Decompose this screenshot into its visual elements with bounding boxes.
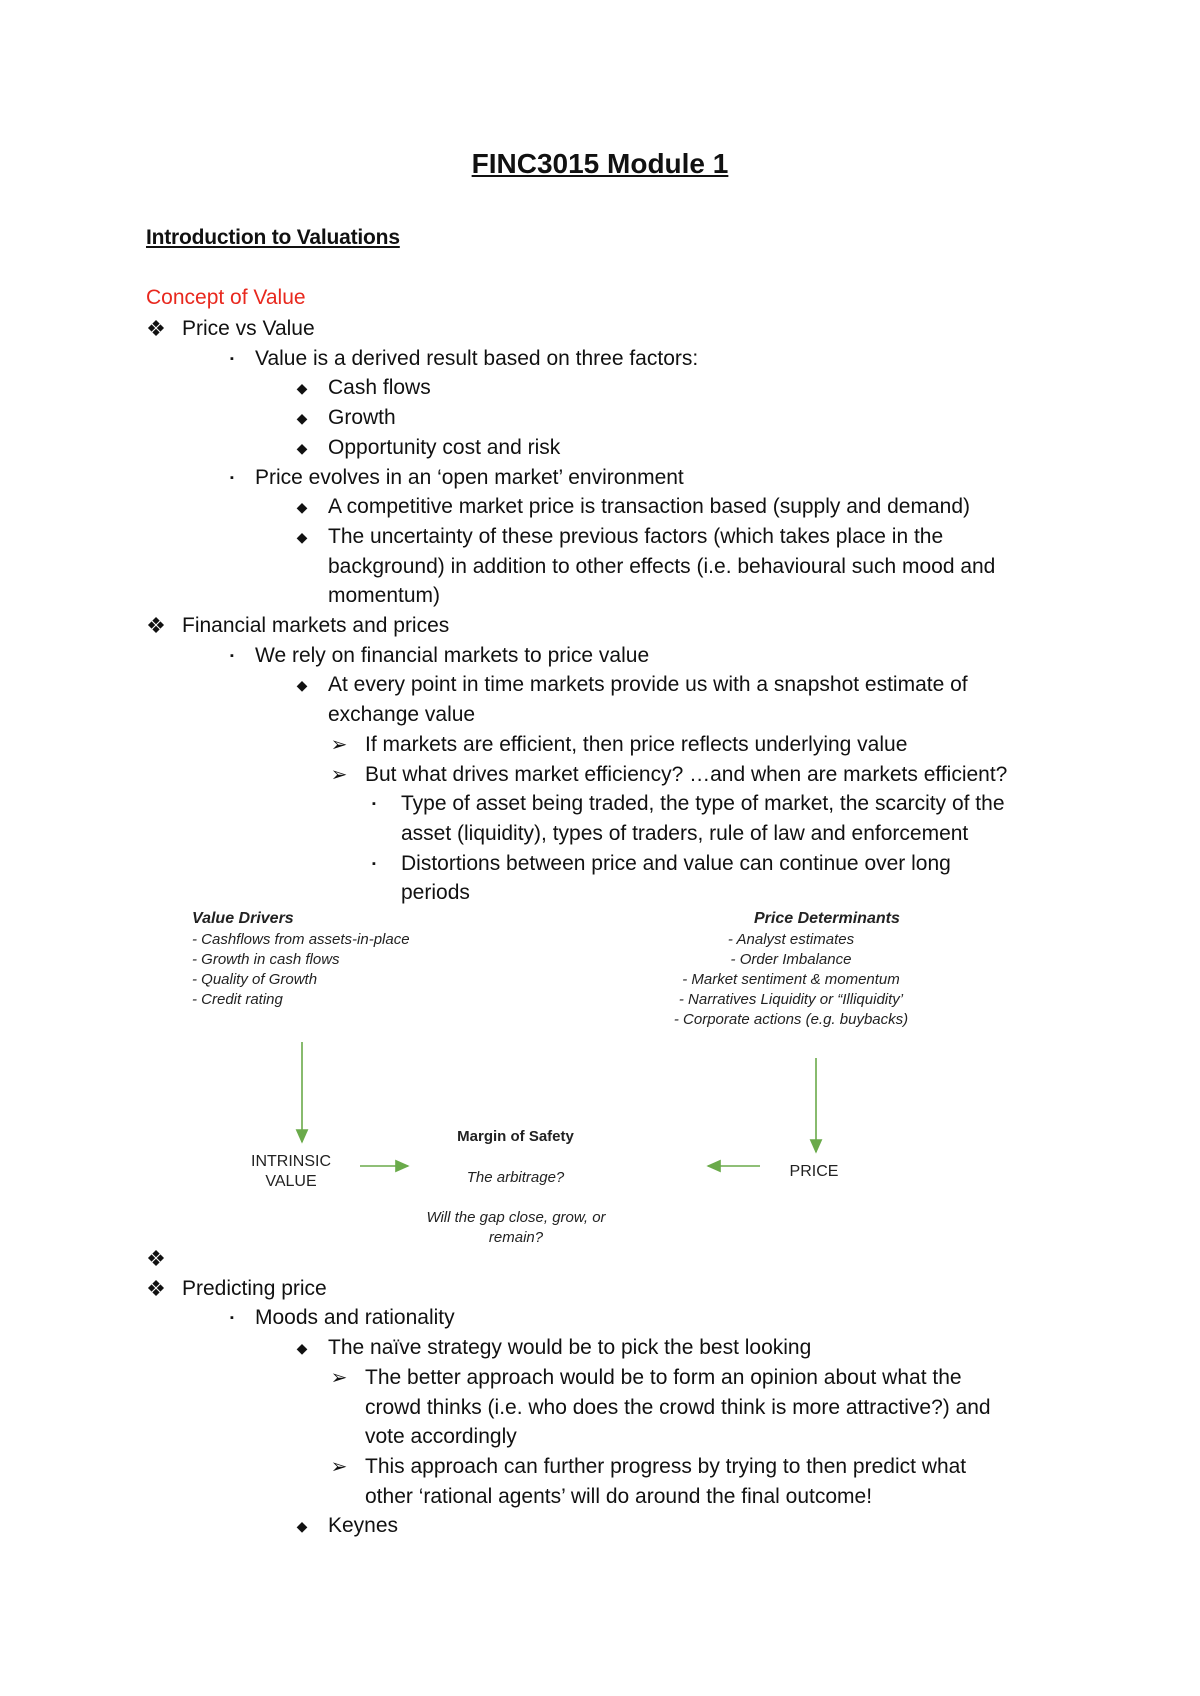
outline-item-level-3: The uncertainty of these previous factors (which takes place in the bbox=[328, 524, 944, 548]
diamond-bullet-icon: ◆ bbox=[296, 677, 308, 694]
outline-item-level-5: Type of asset being traded, the type of market, the scarcity of the bbox=[401, 792, 1005, 816]
price-determinant-item: - Narratives Liquidity or “Illiquidity’ bbox=[678, 991, 904, 1008]
square-bullet-icon: ▪ bbox=[230, 352, 234, 365]
diamond-bullet-icon: ◆ bbox=[296, 380, 308, 397]
outline-item-level-4: But what drives market efficiency? …and when are markets efficient? bbox=[365, 762, 1008, 786]
outline-item-level-4: If markets are efficient, then price reflects underlying value bbox=[365, 732, 908, 756]
outline-item-level-3: background) in addition to other effects (i.e. behavioural such mood and bbox=[328, 554, 996, 578]
outline-item-level-4: vote accordingly bbox=[365, 1425, 517, 1449]
outline-item-level-3: At every point in time markets provide us with a snapshot estimate of bbox=[328, 673, 968, 697]
outline-item-level-1: Predicting price bbox=[182, 1276, 327, 1300]
outline-item-level-3: A competitive market price is transaction based (supply and demand) bbox=[328, 495, 970, 519]
value-drivers-heading: Value Drivers bbox=[192, 910, 294, 927]
outline-item-level-4: other ‘rational agents’ will do around the final outcome! bbox=[365, 1484, 873, 1508]
arrow-bullet-icon: ➢ bbox=[330, 1455, 348, 1478]
diamond-four-bullet-icon: ❖ bbox=[146, 1275, 166, 1301]
value-driver-item: - Quality of Growth bbox=[192, 971, 318, 988]
sub-heading: Concept of Value bbox=[146, 286, 306, 309]
diamond-bullet-icon: ◆ bbox=[296, 499, 308, 516]
diamond-bullet-icon: ◆ bbox=[296, 528, 308, 545]
outline-item-level-4: crowd thinks (i.e. who does the crowd think is more attractive?) and bbox=[365, 1395, 991, 1419]
square-bullet-icon: ▪ bbox=[230, 649, 234, 662]
price-determinant-item: - Market sentiment & momentum bbox=[682, 971, 900, 988]
square-bullet-icon: ▪ bbox=[230, 471, 234, 484]
outline-item-level-4: This approach can further progress by trying to then predict what bbox=[365, 1454, 967, 1478]
outline-item-level-3: The naïve strategy would be to pick the best looking bbox=[328, 1336, 812, 1360]
diagram-arrows bbox=[176, 910, 976, 1280]
document-title: FINC3015 Module 1 bbox=[471, 148, 729, 179]
outline-item-level-5: periods bbox=[401, 881, 470, 905]
price-determinant-item: - Order Imbalance bbox=[730, 951, 852, 968]
price-determinant-item: - Analyst estimates bbox=[727, 931, 855, 948]
diamond-bullet-icon: ◆ bbox=[296, 1518, 308, 1535]
square-bullet-icon: ▪ bbox=[230, 1312, 234, 1325]
outline-item-level-3: Opportunity cost and risk bbox=[328, 435, 561, 459]
outline-item-level-4: The better approach would be to form an opinion about what the bbox=[365, 1365, 962, 1389]
section-heading: Introduction to Valuations bbox=[146, 226, 400, 249]
value-driver-item: - Credit rating bbox=[192, 991, 283, 1008]
outline-item-level-1: Price vs Value bbox=[182, 317, 315, 340]
margin-of-safety-heading: Margin of Safety bbox=[457, 1128, 574, 1145]
value-driver-item: - Cashflows from assets-in-place bbox=[192, 931, 410, 948]
price-determinant-item: - Corporate actions (e.g. buybacks) bbox=[673, 1011, 909, 1028]
outline-item-level-3: momentum) bbox=[328, 584, 441, 608]
square-bullet-icon: ▪ bbox=[372, 798, 376, 811]
value-price-diagram bbox=[176, 910, 976, 1280]
price-label: PRICE bbox=[789, 1163, 839, 1180]
diamond-bullet-icon: ◆ bbox=[296, 439, 308, 456]
diamond-four-bullet-icon: ❖ bbox=[146, 1246, 166, 1271]
square-bullet-icon: ▪ bbox=[372, 857, 376, 870]
value-driver-item: - Growth in cash flows bbox=[192, 951, 340, 968]
outline-item-level-2: Value is a derived result based on three factors: bbox=[255, 346, 699, 370]
diamond-four-bullet-icon: ❖ bbox=[146, 316, 166, 341]
outline-item-level-1: Financial markets and prices bbox=[182, 614, 450, 637]
outline-item-level-2: We rely on financial markets to price value bbox=[255, 643, 650, 667]
arrow-bullet-icon: ➢ bbox=[330, 763, 348, 786]
outline-item-level-3: Growth bbox=[328, 406, 396, 430]
arrow-bullet-icon: ➢ bbox=[330, 733, 348, 756]
outline-item-level-3: Cash flows bbox=[328, 376, 431, 400]
outline-item-level-2: Price evolves in an ‘open market’ environment bbox=[255, 465, 684, 489]
outline-item-level-5: Distortions between price and value can continue over long bbox=[401, 851, 951, 875]
outline-item-level-5: asset (liquidity), types of traders, rule of law and enforcement bbox=[401, 821, 969, 845]
margin-question-gap: Will the gap close, grow, or remain? bbox=[426, 1209, 606, 1246]
outline-item-level-3: exchange value bbox=[328, 703, 476, 727]
intrinsic-value-label: INTRINSIC VALUE bbox=[251, 1153, 331, 1190]
diamond-bullet-icon: ◆ bbox=[296, 410, 308, 427]
price-determinants-heading: Price Determinants bbox=[754, 910, 900, 927]
diamond-bullet-icon: ◆ bbox=[296, 1340, 308, 1357]
diamond-four-bullet-icon: ❖ bbox=[146, 613, 166, 638]
arrow-bullet-icon: ➢ bbox=[330, 1366, 348, 1389]
margin-question-arbitrage: The arbitrage? bbox=[466, 1169, 565, 1186]
outline-item-level-3: Keynes bbox=[328, 1514, 399, 1538]
outline-item-level-2: Moods and rationality bbox=[255, 1306, 455, 1330]
